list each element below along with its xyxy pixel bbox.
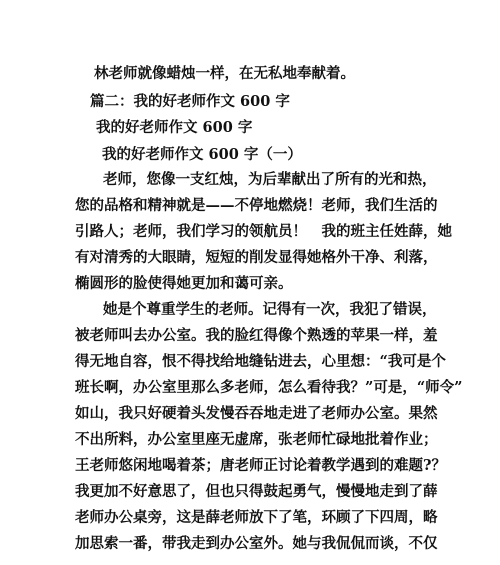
paragraph2-line-7: 王老师悠闲地喝着茶；唐老师正讨论着教学遇到的难题?？: [75, 457, 446, 474]
paragraph2-line-2: 被老师叫去办公室。我的脸红得像个熟透的苹果一样，羞: [75, 327, 438, 344]
paragraph2-line-6: 不出所料，办公室里座无虚席，张老师忙碌地批着作业；: [75, 431, 438, 448]
paragraph2-line-3: 得无地自容，恨不得找给地缝钻进去，心里想：“我可是个: [75, 353, 446, 370]
paragraph1-line-4: 有对清秀的大眼睛，短短的削发显得她格外干净、利落，: [75, 249, 438, 266]
paragraph2-line-1: 她是个尊重学生的老师。记得有一次，我犯了错误，: [103, 301, 437, 318]
article-title: 我的好老师作文 600 字: [96, 119, 253, 136]
paragraph2-line-5: 如山，我只好硬着头发慢吞吞地走进了老师办公室。果然: [75, 405, 438, 422]
paragraph2-line-4: 班长啊，办公室里那么多老师，怎么看待我？”可是，“师令”: [75, 379, 463, 396]
paragraph1-line-5: 椭圆形的脸使得她更加和蔼可亲。: [75, 275, 293, 292]
paragraph2-line-8: 我更加不好意思了，但也只得鼓起勇气，慢慢地走到了薛: [75, 483, 438, 500]
paragraph2-line-9: 老师办公桌旁，这是薛老师放下了笔，环顾了下四周，略: [75, 509, 438, 526]
paragraph1-line-1: 老师，您像一支红烛，为后辈献出了所有的光和热，: [103, 171, 437, 188]
paragraph1-line-2: 您的品格和精神就是——不停地燃烧！老师，我们生活的: [75, 197, 438, 214]
part-title: 我的好老师作文 600 字（一）: [102, 146, 302, 163]
intro-line: 林老师就像蜡烛一样，在无私地奉献着。: [94, 65, 355, 82]
paragraph1-line-3: 引路人；老师，我们学习的领航员！ 我的班主任姓薛，她: [75, 223, 452, 240]
paragraph2-line-10: 加思索一番，带我走到办公室外。她与我侃侃而谈，不仅: [75, 535, 438, 552]
section-heading: 篇二：我的好老师作文 600 字: [90, 93, 290, 110]
